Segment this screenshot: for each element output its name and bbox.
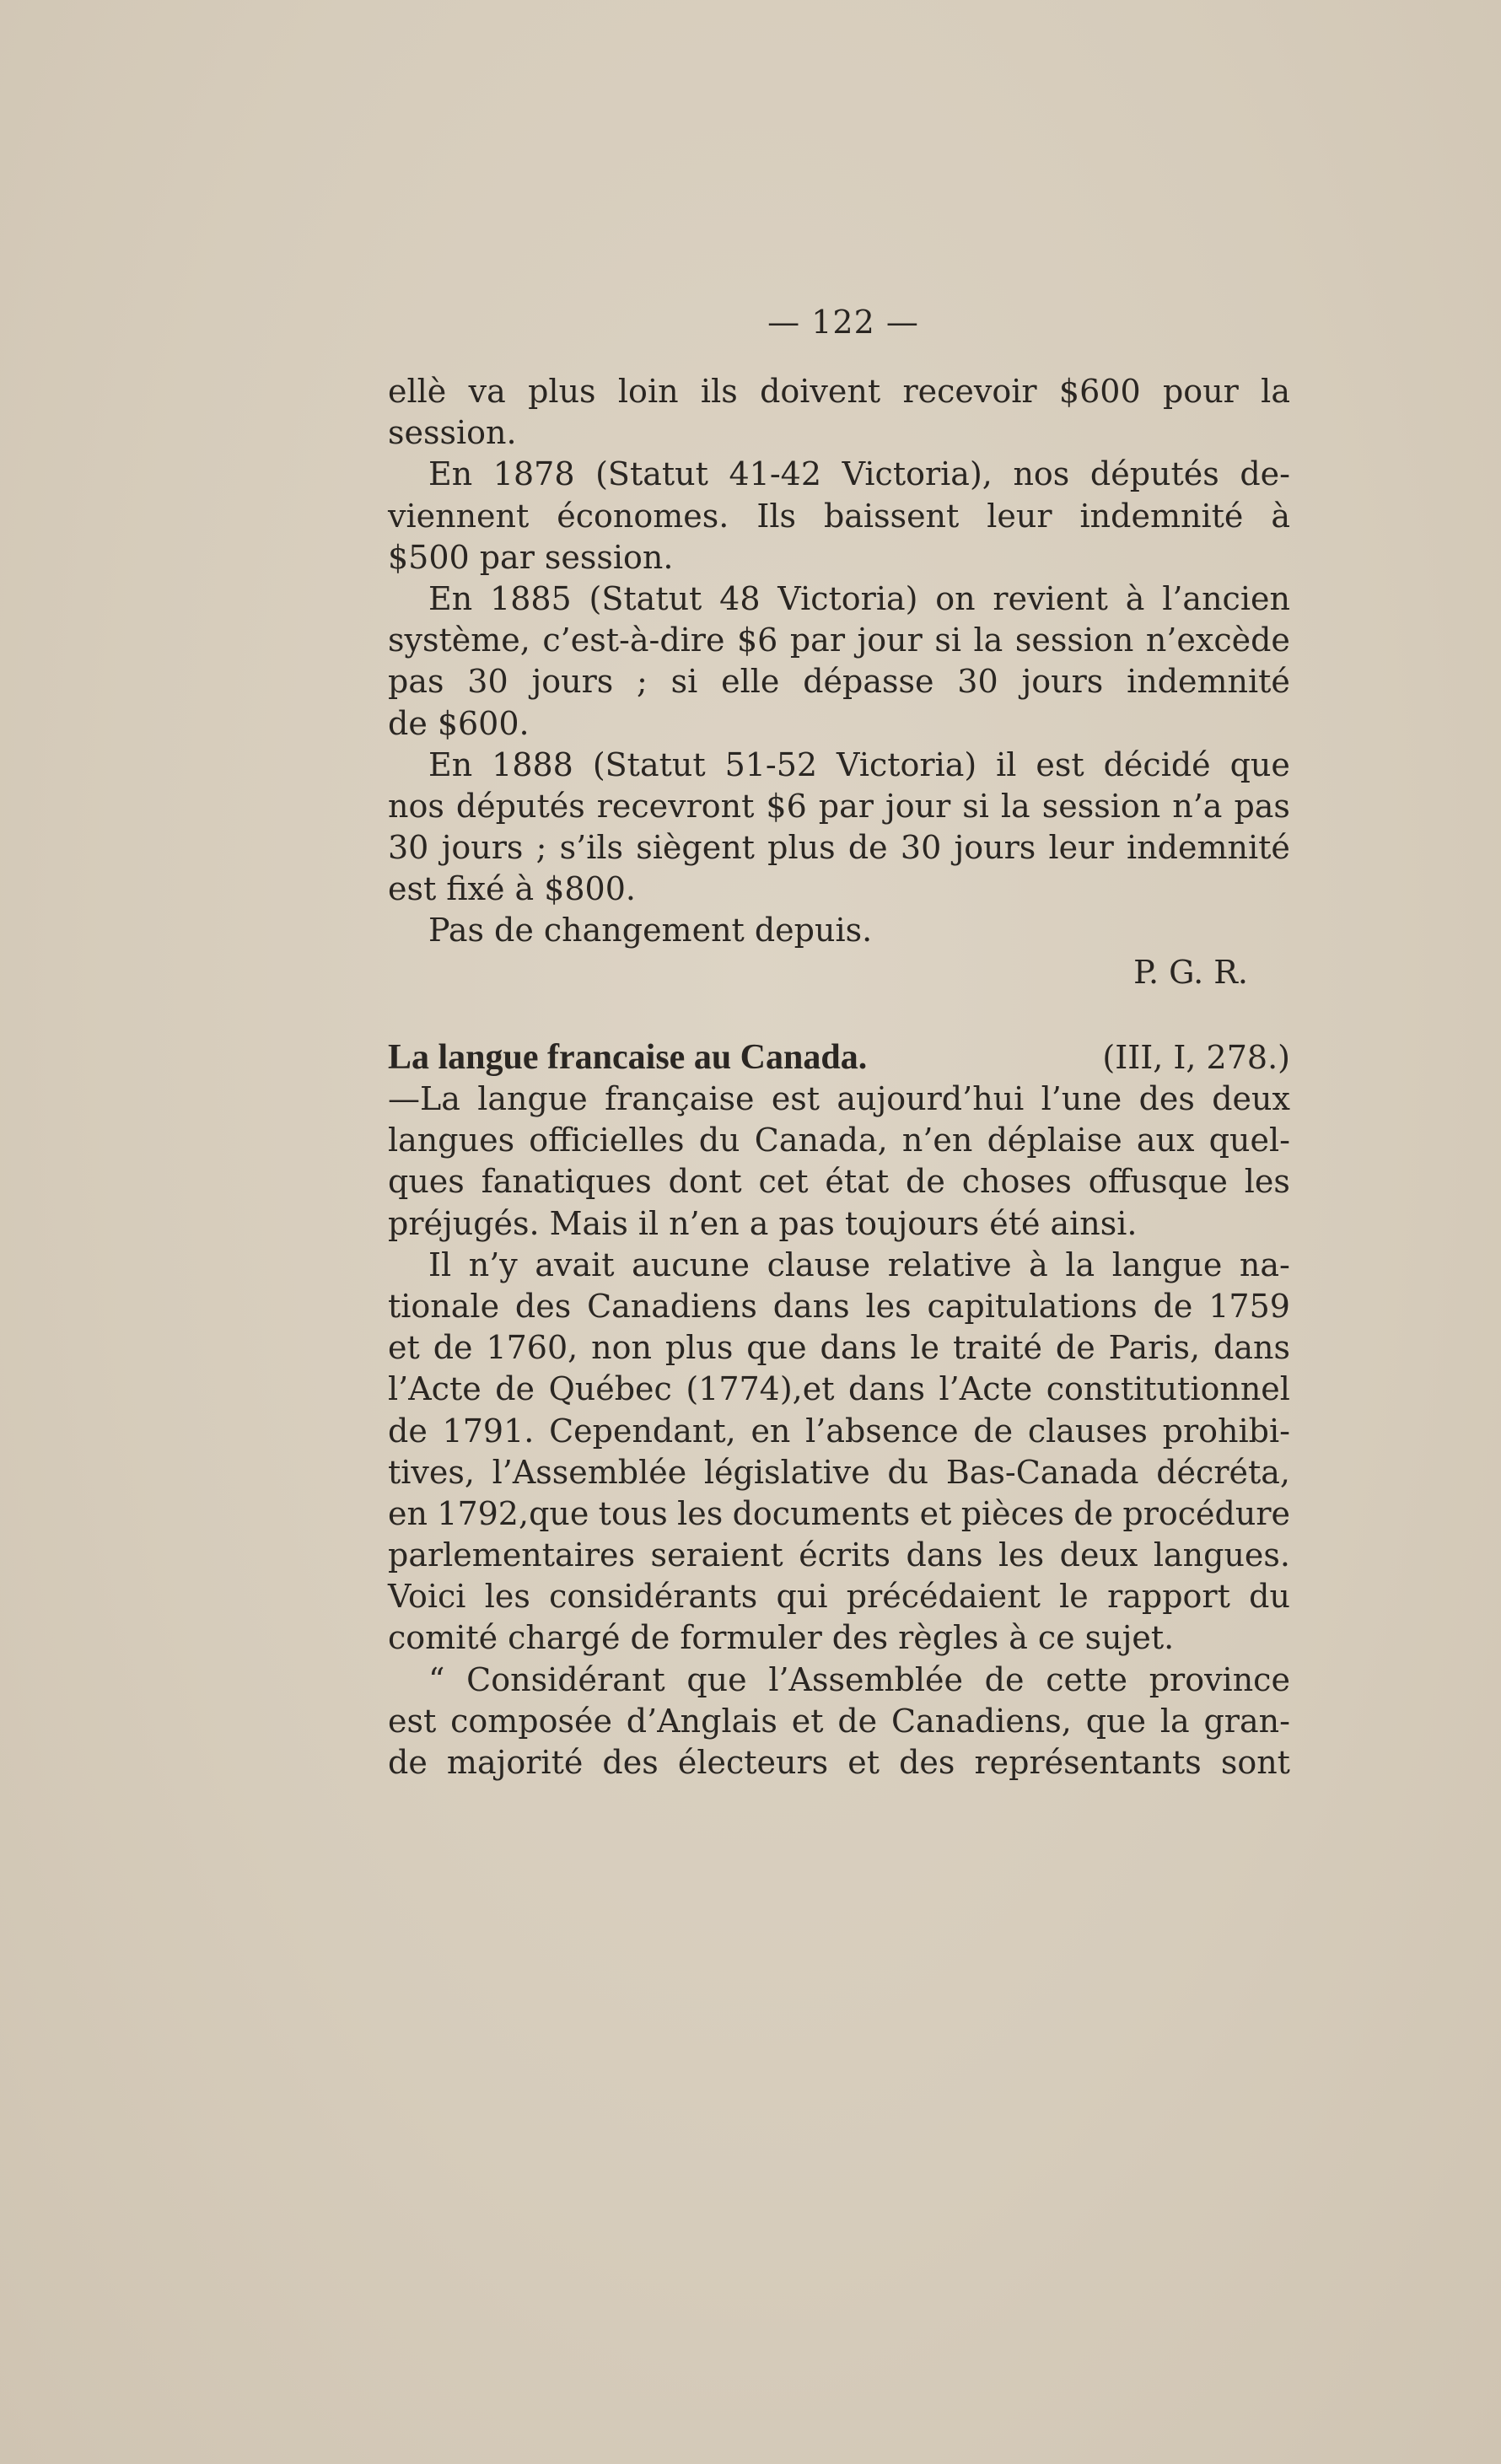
text-line xyxy=(388,371,1290,412)
word: pas xyxy=(1234,787,1290,825)
word: parlementaires xyxy=(388,1536,636,1574)
word: leur xyxy=(987,497,1052,535)
word: siègent xyxy=(636,829,755,867)
word: les xyxy=(865,1287,912,1325)
text-block xyxy=(388,371,1290,1783)
word: est xyxy=(388,1702,437,1740)
word: nos xyxy=(388,787,444,825)
word: gran- xyxy=(1203,1702,1290,1740)
word: que xyxy=(1229,745,1290,783)
word: l’Acte xyxy=(939,1370,1033,1408)
signature-text: P. G. R. xyxy=(1133,953,1248,991)
word: de xyxy=(847,829,888,867)
word: langues. xyxy=(1153,1536,1290,1574)
word: électeurs xyxy=(677,1744,829,1781)
text-line xyxy=(388,1452,1290,1493)
word: sont xyxy=(1220,1744,1290,1781)
word: de xyxy=(495,1370,535,1408)
word: En xyxy=(428,455,473,493)
word: clause xyxy=(767,1245,871,1283)
word: na- xyxy=(1239,1245,1290,1283)
word: jour xyxy=(885,787,951,825)
word: Bas-Canada xyxy=(945,1453,1139,1491)
text-line xyxy=(388,1576,1290,1617)
word: que xyxy=(1085,1702,1146,1740)
word: viennent xyxy=(388,497,530,535)
word: doivent xyxy=(760,373,881,410)
word: les xyxy=(677,1494,724,1532)
word: la xyxy=(1065,1245,1095,1283)
word: rapport xyxy=(1107,1578,1230,1616)
word: langues xyxy=(388,1122,515,1159)
word: ; xyxy=(637,663,648,701)
word: législative xyxy=(703,1453,870,1491)
word: des xyxy=(831,1619,889,1657)
word: le xyxy=(910,1329,940,1367)
text-line xyxy=(388,1327,1290,1369)
word: est xyxy=(388,870,437,908)
word: session xyxy=(1014,621,1134,659)
signature xyxy=(388,952,1290,993)
word: Victoria), xyxy=(842,455,993,493)
word: session. xyxy=(544,538,674,576)
word: députés xyxy=(1089,455,1219,493)
word: et xyxy=(847,1744,880,1781)
word: dans xyxy=(848,1370,925,1408)
text-line xyxy=(388,1617,1290,1659)
word: $6 xyxy=(736,621,778,659)
word: Canadiens xyxy=(587,1287,757,1325)
text-line xyxy=(388,661,1290,702)
word: que xyxy=(746,1329,807,1367)
text-line xyxy=(388,786,1290,827)
word: plus xyxy=(664,1329,734,1367)
text-line xyxy=(388,1660,1290,1701)
word: relative xyxy=(887,1245,1012,1283)
word: 1759 xyxy=(1208,1287,1290,1325)
word: de xyxy=(433,1329,473,1367)
word: langue xyxy=(477,1080,588,1117)
word: les xyxy=(484,1578,530,1616)
section-lines xyxy=(388,1079,1290,1783)
word: de xyxy=(630,1619,670,1657)
word: l’Assemblée xyxy=(492,1453,687,1491)
word: session. xyxy=(388,414,517,452)
word: décréta, xyxy=(1156,1453,1290,1491)
word: décidé xyxy=(1103,745,1211,783)
word: à xyxy=(1125,579,1145,617)
word: pièces xyxy=(960,1494,1064,1532)
word: jours xyxy=(1021,663,1104,701)
word: ainsi. xyxy=(1050,1204,1138,1242)
word: quel- xyxy=(1208,1122,1290,1159)
word: par xyxy=(479,538,535,576)
word: comité xyxy=(388,1619,498,1657)
word: capitulations xyxy=(927,1287,1138,1325)
word: jours xyxy=(954,829,1036,867)
word: langue xyxy=(1111,1245,1223,1283)
word: Mais xyxy=(549,1204,628,1242)
word: officielles xyxy=(529,1122,685,1159)
word: deux xyxy=(1212,1080,1290,1117)
text-line xyxy=(388,1411,1290,1452)
word: 1791. xyxy=(442,1412,535,1450)
word: de xyxy=(388,704,428,742)
text-line xyxy=(388,454,1290,495)
word: Pas xyxy=(428,912,485,950)
word: 48 xyxy=(719,579,761,617)
text-line xyxy=(388,496,1290,537)
word: $6 xyxy=(766,787,807,825)
word: de xyxy=(1153,1287,1193,1325)
word: députés xyxy=(455,787,585,825)
word: 51-52 xyxy=(724,745,818,783)
word: (Statut xyxy=(595,455,708,493)
word: 1888 xyxy=(492,745,573,783)
word: baissent xyxy=(823,497,960,535)
word: dont xyxy=(668,1163,742,1201)
text-line xyxy=(388,1245,1290,1286)
word: pas xyxy=(778,1204,835,1242)
text-line xyxy=(388,620,1290,661)
word: documents xyxy=(732,1494,911,1532)
word: il xyxy=(996,745,1017,783)
text-line xyxy=(388,1079,1290,1120)
word: Paris, xyxy=(1108,1329,1201,1367)
text-line xyxy=(388,910,1290,951)
word: (Statut xyxy=(589,579,702,617)
word: 1760, xyxy=(486,1329,578,1367)
word: nos xyxy=(1013,455,1070,493)
word: (Statut xyxy=(592,745,706,783)
word: plus xyxy=(528,373,596,410)
word: sujet. xyxy=(1084,1619,1175,1657)
word: revient xyxy=(993,579,1108,617)
text-line xyxy=(388,703,1290,745)
word: Victoria) xyxy=(777,579,918,617)
word: (1774),et xyxy=(686,1370,835,1408)
word: changement xyxy=(543,912,745,950)
word: 1885 xyxy=(490,579,572,617)
word: recevront xyxy=(596,787,755,825)
word: n’excède xyxy=(1145,621,1290,659)
word: si xyxy=(670,663,698,701)
word: à xyxy=(1271,497,1290,535)
word: les xyxy=(998,1536,1045,1574)
word: est xyxy=(771,1080,820,1117)
word: $800. xyxy=(544,870,636,908)
word: —La xyxy=(388,1080,460,1117)
text-line xyxy=(388,1203,1290,1245)
word: Québec xyxy=(548,1370,672,1408)
word: est xyxy=(1036,745,1084,783)
word: a xyxy=(749,1204,769,1242)
word: choses xyxy=(961,1163,1072,1201)
section-heading-title: La langue francaise au Canada. xyxy=(388,1037,868,1077)
word: cet xyxy=(758,1163,809,1201)
text-line xyxy=(388,1535,1290,1576)
word: s’ils xyxy=(559,829,624,867)
word: de xyxy=(494,912,534,950)
word: chargé xyxy=(508,1619,621,1657)
word: Cependant, xyxy=(549,1412,736,1450)
word: pour xyxy=(1162,373,1239,410)
word: va xyxy=(468,373,506,410)
word: dépasse xyxy=(803,663,934,701)
word: traité xyxy=(952,1329,1042,1367)
word: indemnité xyxy=(1127,829,1290,867)
word: Voici xyxy=(388,1578,466,1616)
word: plus xyxy=(767,829,836,867)
word: à xyxy=(1029,1245,1048,1283)
word: économes. xyxy=(557,497,729,535)
text-line xyxy=(388,1701,1290,1742)
word: Considérant xyxy=(466,1660,665,1698)
text-line xyxy=(388,869,1290,910)
word: non xyxy=(591,1329,652,1367)
word: constitutionnel xyxy=(1046,1370,1290,1408)
page-number: — 122 — xyxy=(767,304,919,341)
word: de xyxy=(973,1412,1014,1450)
word: fixé xyxy=(446,870,505,908)
word: En xyxy=(428,579,473,617)
word: n’y xyxy=(468,1245,518,1283)
text-line xyxy=(388,537,1290,578)
word: c’est-à-dire xyxy=(542,621,725,659)
word: Victoria) xyxy=(837,745,977,783)
word: la xyxy=(973,621,1003,659)
word: toujours xyxy=(844,1204,980,1242)
text-line xyxy=(388,578,1290,620)
text-line xyxy=(388,1286,1290,1327)
word: composée xyxy=(450,1702,612,1740)
word: province xyxy=(1149,1660,1290,1698)
word: fanatiques xyxy=(481,1163,652,1201)
text-line xyxy=(388,412,1290,454)
word: clauses xyxy=(1027,1412,1148,1450)
word: cette xyxy=(1046,1660,1128,1698)
word: seraient xyxy=(650,1536,783,1574)
word: session xyxy=(1041,787,1161,825)
word: règles xyxy=(898,1619,999,1657)
word: française xyxy=(605,1080,755,1117)
word: aucune xyxy=(632,1245,750,1283)
word: dans xyxy=(1213,1329,1290,1367)
word: l’Acte xyxy=(388,1370,482,1408)
word: de xyxy=(837,1702,878,1740)
word: jours xyxy=(531,663,614,701)
word: d’Anglais xyxy=(626,1702,777,1740)
word: procédure xyxy=(1122,1494,1290,1532)
word: de xyxy=(1055,1329,1095,1367)
word: de xyxy=(388,1744,428,1781)
word: leur xyxy=(1048,829,1114,867)
word: aujourd’hui xyxy=(837,1080,1025,1117)
word: elle xyxy=(721,663,780,701)
section-heading xyxy=(388,1037,1290,1079)
word: représentants xyxy=(974,1744,1202,1781)
text-line xyxy=(388,1493,1290,1535)
section-gap xyxy=(388,993,1290,1037)
word: déplaise xyxy=(987,1122,1122,1159)
word: indemnité xyxy=(1127,663,1290,701)
word: ce xyxy=(1037,1619,1075,1657)
section-heading-ref: (III, I, 278.) xyxy=(1102,1038,1290,1076)
word: des xyxy=(899,1744,955,1781)
word: écrits xyxy=(799,1536,891,1574)
word: $600. xyxy=(437,704,530,742)
word: de xyxy=(1073,1494,1114,1532)
word: ellè xyxy=(388,373,447,410)
word: tous xyxy=(598,1494,668,1532)
text-line xyxy=(388,827,1290,869)
word: $500 xyxy=(388,538,470,576)
word: de xyxy=(906,1163,945,1201)
word: il xyxy=(638,1204,659,1242)
word: prohibi- xyxy=(1162,1412,1290,1450)
word: le xyxy=(1059,1578,1089,1616)
word: on xyxy=(935,579,976,617)
text-line xyxy=(388,1369,1290,1410)
word: 30 xyxy=(900,829,942,867)
word: et xyxy=(919,1494,952,1532)
text-line xyxy=(388,1742,1290,1783)
word: des xyxy=(602,1744,659,1781)
word: dans xyxy=(906,1536,983,1574)
word: ils xyxy=(700,373,738,410)
paragraph-lines xyxy=(388,371,1290,952)
word: “ xyxy=(428,1660,445,1698)
word: Canadiens, xyxy=(890,1702,1072,1740)
word: de xyxy=(388,1412,428,1450)
word: la xyxy=(1159,1702,1190,1740)
word: si xyxy=(962,787,989,825)
word: précédaient xyxy=(846,1578,1041,1616)
word: loin xyxy=(617,373,679,410)
word: état xyxy=(825,1163,890,1201)
word: du xyxy=(698,1122,740,1159)
word: majorité xyxy=(446,1744,584,1781)
word: à xyxy=(1009,1619,1028,1657)
word: que xyxy=(686,1660,747,1698)
word: par xyxy=(789,621,845,659)
word: l’une xyxy=(1041,1080,1122,1117)
word: Il xyxy=(428,1245,452,1283)
word: depuis. xyxy=(754,912,873,950)
text-line xyxy=(388,1161,1290,1202)
word: dans xyxy=(772,1287,850,1325)
word: la xyxy=(1000,787,1030,825)
word: en xyxy=(388,1494,428,1532)
word: 30 xyxy=(467,663,508,701)
word: jour xyxy=(857,621,923,659)
word: l’Assemblée xyxy=(768,1660,963,1698)
word: tives, xyxy=(388,1453,475,1491)
word: n’en xyxy=(901,1122,973,1159)
word: formuler xyxy=(680,1619,822,1657)
word: été xyxy=(989,1204,1041,1242)
word: de- xyxy=(1240,455,1290,493)
word: n’a xyxy=(1172,787,1223,825)
word: préjugés. xyxy=(388,1204,540,1242)
text-line xyxy=(388,1120,1290,1161)
word: 30 xyxy=(388,829,429,867)
word: de xyxy=(984,1660,1025,1698)
word: des xyxy=(514,1287,572,1325)
word: Ils xyxy=(756,497,796,535)
word: jours xyxy=(441,829,524,867)
word: et xyxy=(791,1702,824,1740)
word: système, xyxy=(388,621,530,659)
word: du xyxy=(887,1453,929,1491)
word: l’ancien xyxy=(1162,579,1290,617)
word: la xyxy=(1261,373,1290,410)
word: En xyxy=(428,745,473,783)
word: $600 xyxy=(1058,373,1141,410)
word: avait xyxy=(535,1245,615,1283)
word: recevoir xyxy=(902,373,1037,410)
word: dans xyxy=(820,1329,897,1367)
word: n’en xyxy=(669,1204,740,1242)
word: par xyxy=(818,787,874,825)
word: à xyxy=(514,870,535,908)
word: des xyxy=(1138,1080,1195,1117)
word: ques xyxy=(388,1163,465,1201)
word: 30 xyxy=(957,663,998,701)
word: 41-42 xyxy=(729,455,822,493)
word: deux xyxy=(1059,1536,1138,1574)
word: 1878 xyxy=(492,455,575,493)
text-line xyxy=(388,745,1290,786)
word: et xyxy=(388,1329,420,1367)
word: pas xyxy=(388,663,444,701)
word: indemnité xyxy=(1079,497,1244,535)
word: 1792,que xyxy=(437,1494,589,1532)
word: Canada, xyxy=(754,1122,888,1159)
word: les xyxy=(1244,1163,1290,1201)
word: qui xyxy=(776,1578,828,1616)
word: du xyxy=(1249,1578,1290,1616)
word: si xyxy=(934,621,961,659)
word: aux xyxy=(1136,1122,1195,1159)
word: considérants xyxy=(549,1578,758,1616)
word: tionale xyxy=(388,1287,500,1325)
word: l’absence xyxy=(805,1412,959,1450)
word: offusque xyxy=(1088,1163,1228,1201)
word: en xyxy=(750,1412,791,1450)
word: ; xyxy=(535,829,547,867)
